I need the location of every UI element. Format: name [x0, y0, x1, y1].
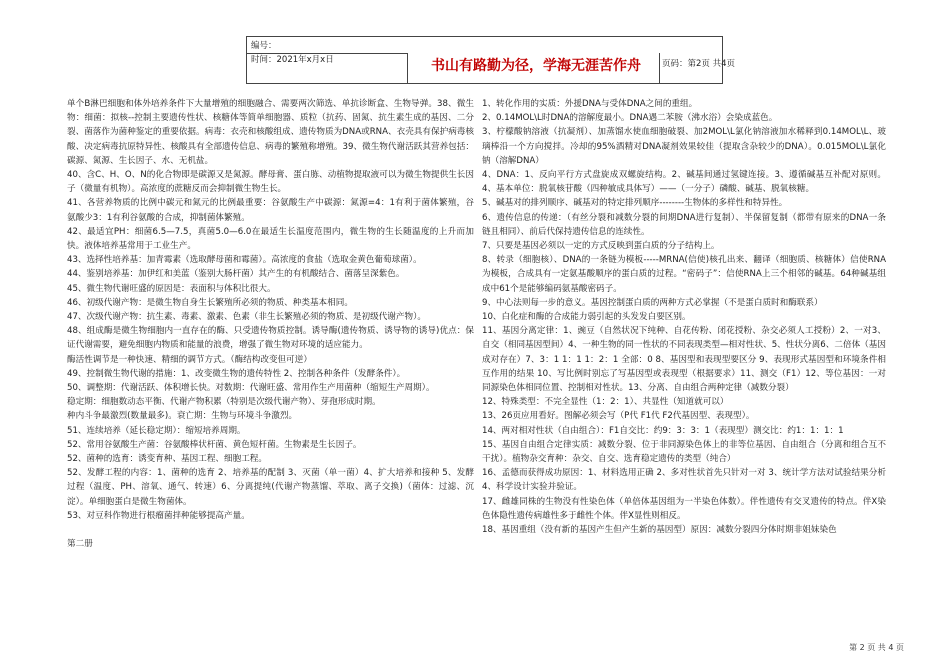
paragraph: 47、次级代谢产物：抗生素、毒素、激素、色素（非生长繁殖必须的物质、是初级代谢产物）。 — [67, 312, 426, 323]
paragraph: 52、常用谷氨酸生产菌：谷氨酸棒状杆菌、黄色短杆菌。生物素是生长因子。 — [67, 439, 362, 450]
paragraph: 7、只要是基因必须以一定的方式反映到蛋白质的分子结构上。 — [482, 241, 720, 252]
paragraph: 稳定期：细胞数动态平衡、代谢产物积累（特别是次级代谢产物）、芽孢形成时期。 — [67, 397, 381, 408]
paragraph: 1、转化作用的实质：外援DNA与受体DNA之间的重组。 — [482, 99, 698, 109]
page-footer: 第 2 页 共 4 页 — [849, 643, 904, 652]
header-motto: 书山有路勤为径，学海无涯苦作舟 — [431, 58, 641, 74]
paragraph: 16、孟德而获得成功原因：1、材料选用正确 2、多对性状首先只针对一对 3、统计学方法对试验结果分析 4、科学设计实验并验证。 — [482, 468, 886, 493]
paragraph: 2、0.14MOL\L时DNA的溶解度最小。DNA遇二苯胺（沸水浴）会染成蓝色。 — [482, 113, 778, 124]
paragraph: 18、基因重组（没有新的基因产生但产生新的基因型）原因：减数分裂四分体时期非姐妹染色 — [482, 525, 837, 536]
paragraph: 15、基因自由组合定律实质：减数分裂、位于非同源染色体上的非等位基因、自由组合（分离和组合互不干扰）。植物杂交育种：杂交、自交、选育稳定遗传的类型（纯合） — [482, 439, 886, 465]
header-meta — [247, 37, 407, 83]
paragraph: 4、DNA：1、反向平行方式盘旋成双螺旋结构。2、碱基间通过氢键连接。3、遵循碱基互补配对原则。4、基本单位：脱氧核苷酸（四种敏成具体写）——（一分子）磷酸、碱基、脱氧核糖。 — [482, 170, 886, 195]
header-separator — [659, 53, 660, 83]
header-divider — [247, 53, 407, 54]
paragraph: 种内斗争最激烈(数量最多)。衰亡期：生物与环境斗争激烈。 — [67, 411, 298, 422]
paragraph: 9、中心法则每一步的意义。基因控制蛋白质的两种方式必掌握（不是蛋白质时和酶联系） — [482, 297, 823, 308]
paragraph: 42、最适宜PH：细菌6.5—7.5，真菌5.0—6.0在最适生长温度范围内，微生物的生长随温度的上升而加快。液体培养基常用于工业生产。 — [67, 226, 474, 252]
paragraph: 14、两对相对性状（自由组合）：F1自交比：约9：3：3：1（表现型）测交比：约1：1：1：1 — [482, 425, 844, 436]
document-time-label: 时间：2021年x月x日 — [251, 55, 334, 65]
page-header — [246, 36, 736, 84]
paragraph: 51、连续培养（延长稳定期）：缩短培养周期。 — [67, 425, 246, 436]
paragraph: 52、发酵工程的内容：1、菌种的选育 2、培养基的配制 3、灭菌（单一菌）4、扩大培养和接种 5、发酵过程（温度、PH、溶氧、通气、转速）6、分离提纯(代谢产物蒸馏、萃取、离子交换)（菌体：过滤、沉淀）。单细胞蛋白是微生物菌体。 — [67, 468, 474, 507]
paragraph: 40、含C、H、O、N的化合物即是碳源又是氮源。酵母膏、蛋白胨、动植物提取液可以为微生物提供生长因子（微量有机物）。高浓度的蔗糖反而会抑制微生物生长。 — [67, 170, 474, 195]
paragraph — [67, 523, 474, 537]
paragraph: 5、碱基对的排列顺序、碱基对的特定排列顺序--------生物体的多样性和特异性。 — [482, 198, 788, 209]
paragraph: 17、雌雄同株的生物没有性染色体（单倍体基因组为一半染色体数）。伴性遗传有交叉遗传的特点。伴X染色体隐性遗传病雄性多于雌性个体。伴X显性则相反。 — [482, 496, 886, 521]
paragraph: 6、遗传信息的传递：（有丝分裂和减数分裂的间期DNA进行复制）、半保留复制（都带有原来的DNA一条链且相同）、前后代保持遗传信息的连续性。 — [482, 212, 886, 237]
paragraph: 13、26页应用看好。图解必须会写（P代 F1代 F2代基因型、表现型）。 — [482, 411, 755, 422]
paragraph: 50、调整期：代谢活跃、体积增长快。对数期：代谢旺盛、常用作生产用菌种（缩短生产周期）。 — [67, 383, 435, 394]
paragraph: 46、初级代谢产物：是微生物自身生长繁殖所必须的物质、种类基本相同。 — [67, 297, 353, 308]
paragraph: 单个B淋巴细胞和体外培养条件下大量增殖的细胞融合、需要两次筛选、单抗诊断盒、生物导弹。38、微生物：细菌：拟核--控制主要遗传性状、核糖体等简单细胞器、质粒（抗药、固氮、抗生素生成的基因、二分裂、菌落作为菌种鉴定的重要依据。病毒：衣壳和核酸组成、遗传物质为DNA或RNA、衣壳具有保护病毒核酸、决定病毒抗原特异性、核酸具有全部遗传信息、病毒的繁殖称增殖。39、微生物代谢活跃其营养包括：碳源、氮源、生长因子、水、无机盐。 — [67, 99, 474, 166]
paragraph: 10、白化症和酶的合成能力弱引起的头发发白要区别。 — [482, 312, 691, 323]
paragraph: 53、对豆科作物进行根瘤菌拌种能够提高产量。 — [67, 510, 250, 521]
left-text-column — [67, 97, 474, 551]
paragraph: 酶活性调节是一种快速、精细的调节方式。（酶结构改变但可逆） — [67, 354, 312, 365]
paragraph: 8、转录（细胞核）、DNA的一条链为模板-----MRNA(信使)核孔出来、翻译（细胞质、核糖体）信使RNA为模板，合成具有一定氨基酸顺序的蛋白质的过程。“密码子”：信使RNA上三个相邻的碱基。64种碱基组成中61个是能够编码氨基酸密码子。 — [482, 255, 886, 294]
paragraph: 11、基因分离定律：1、豌豆（自然状况下纯种、自花传粉、闭花授粉、杂交必须人工授粉）2、一对3、自交（相同基因型间）4、一种生物的同一性状的不同表现类型—相对性状、5、性状分离6、二倍体（基因成对存在）7、3：1 1：1 1：2：1 全部：0 8、基因型和表现型要区分 9、表现形式基因型和环境条件相互作用的结果 10、写比例时别忘了写基因型或表现型（根据要求）11、测交（F1）12、等位基因：一对同源染色体相同位置、控制相对性状。13、分离、自由组合两种定律（减数分裂） — [482, 326, 886, 394]
paragraph: 52、菌种的选育：诱变育种、基因工程、细胞工程。 — [67, 454, 267, 465]
header-page-number: 页码：第2页 共4页 — [662, 59, 736, 69]
paragraph: 44、鉴别培养基：加伊红和美蓝（鉴别大肠杆菌）其产生的有机酸结合、菌落呈深紫色。 — [67, 269, 405, 280]
paragraph: 48、组成酶是微生物细胞内一直存在的酶、只受遗传物质控制。诱导酶(遗传物质、诱导物的诱导)优点：保证代谢需要，避免细胞内物质和能量的浪费，增强了微生物对环境的适应能力。 — [67, 326, 474, 351]
paragraph: 45、微生物代谢旺盛的原因是：表面积与体积比很大。 — [67, 283, 276, 294]
section-heading: 第二册 — [67, 539, 93, 550]
document-code-label: 编号： — [251, 41, 277, 51]
right-text-column — [482, 97, 886, 537]
paragraph: 3、柠檬酸钠溶液（抗凝剂）、加蒸馏水使血细胞破裂、加2MOL\L氯化钠溶液加水稀释到0.14MOL\L、玻璃棒沿一个方向搅拌。冷却的95%酒精对DNA凝剂效果较佳（提取含杂较少的DNA）。0.015MOL\L氯化钠（溶解DNA） — [482, 127, 886, 166]
paragraph: 41、各营养物质的比例中碳元和氮元的比例最重要：谷氨酸生产中碳源：氮源=4：1有利于菌体繁殖，谷氨酸少3：1有利谷氨酸的合成，抑制菌体繁殖。 — [67, 198, 474, 223]
paragraph: 43、选择性培养基：加青霉素（选取酵母菌和霉菌）。高浓度的食盐（选取金黄色葡萄球菌）。 — [67, 255, 422, 266]
paragraph: 49、控制微生物代谢的措施：1、改变微生物的遗传特性 2、控制各种条件（发酵条件）。 — [67, 368, 406, 379]
paragraph: 12、特殊类型：不完全显性（1：2：1）、共显性（知道就可以） — [482, 397, 729, 408]
header-separator — [407, 53, 408, 83]
